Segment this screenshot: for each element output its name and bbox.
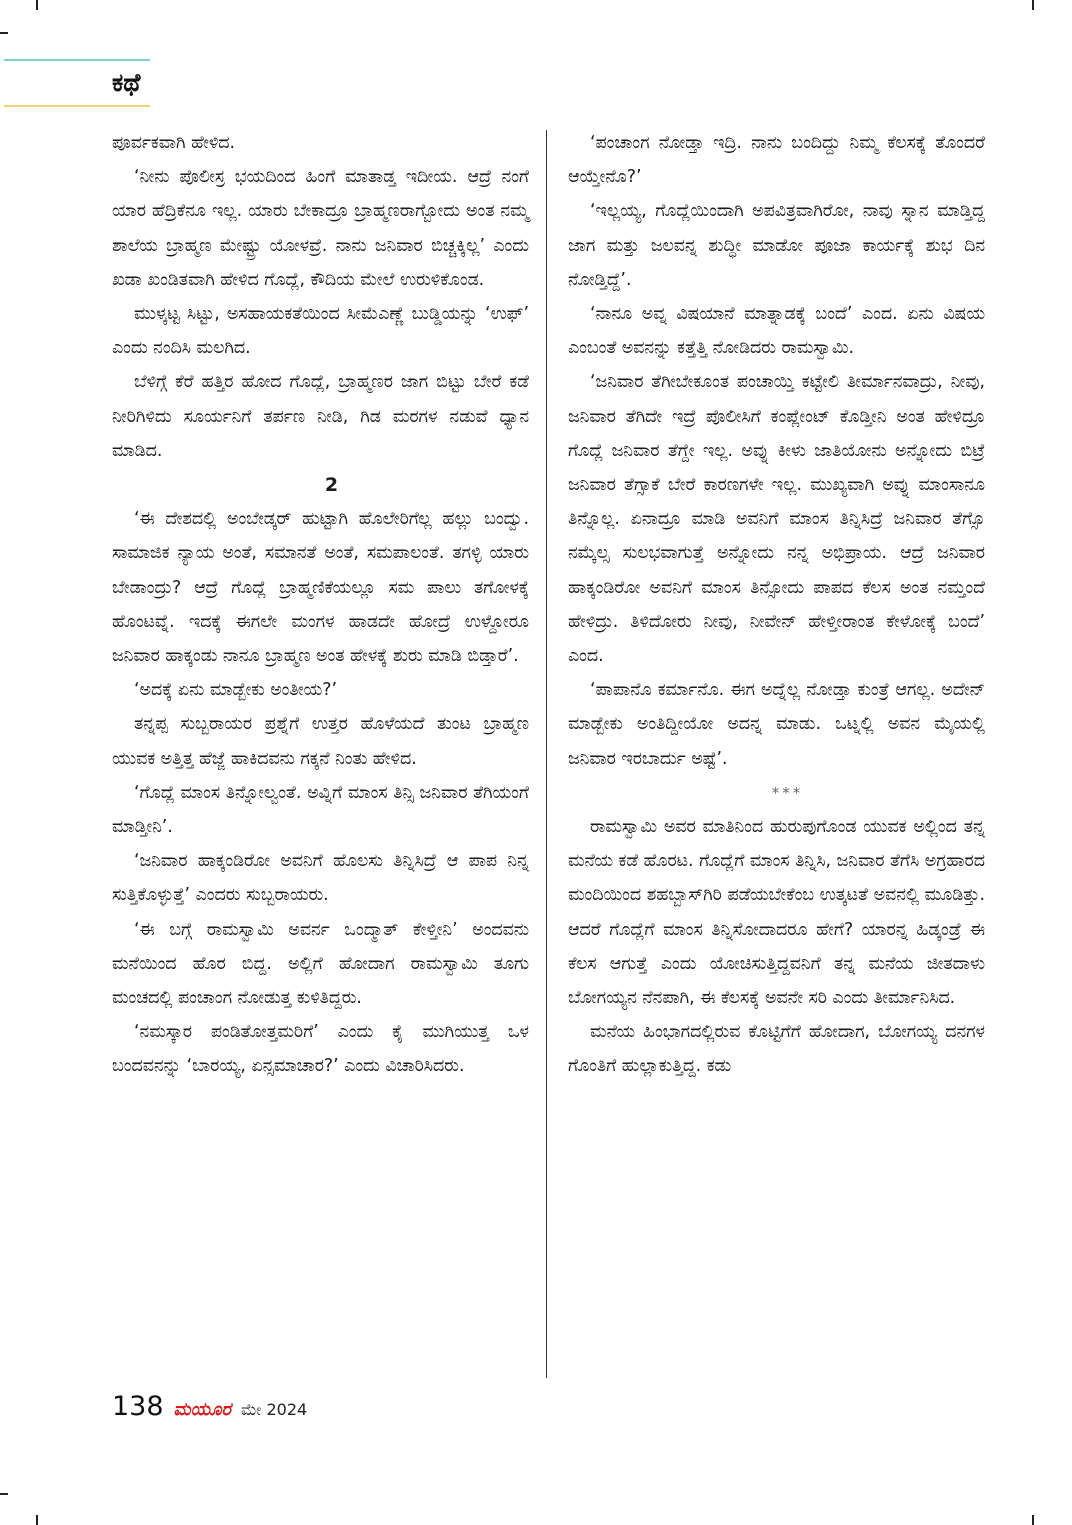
page-number: 138 bbox=[112, 1391, 164, 1422]
page-footer bbox=[112, 1391, 307, 1422]
paragraph: ಮನೆಯ ಹಿಂಭಾಗದಲ್ಲಿರುವ ಕೊಟ್ಟಿಗೆಗೆ ಹೋದಾಗ, ಬೋಗಯ್ಯ ದನಗಳ ಗೊಂತಿಗೆ ಹುಲ್ಲಾಕುತ್ತಿದ್ದ. ಕಡು bbox=[568, 1022, 985, 1077]
header-rule-bottom bbox=[4, 105, 150, 107]
right-column bbox=[568, 126, 985, 1084]
paragraph: ರಾಮಸ್ವಾಮಿ ಅವರ ಮಾತಿನಿಂದ ಹುರುಪುಗೊಂಡ ಯುವಕ ಅಲ್ಲಿಂದ ತನ್ನ ಮನೆಯ ಕಡೆ ಹೊರಟ. ಗೊದ್ಲೆಗೆ ಮಾಂಸ ತಿನ್ನಿಸಿ, ಜನಿವಾರ ತೆಗೆಸಿ ಅಗ್ರಹಾರದ ಮಂದಿಯಿಂದ ಶಹಬ್ಬಾಸ್‌ಗಿರಿ ಪಡೆಯಬೇಕೆಂಬ ಉತ್ಕಟತೆ ಅವನಲ್ಲಿ ಮೂಡಿತ್ತು. ಆದರೆ ಗೊದ್ಲೆಗೆ ಮಾಂಸ ತಿನ್ನಿಸೋದಾದರೂ ಹೇಗೆ? ಯಾರನ್ನ ಹಿಡ್ಕಂಡ್ರೆ ಈ ಕೆಲಸ ಆಗುತ್ತೆ ಎಂದು ಯೋಚಿಸುತ್ತಿದ್ದವನಿಗೆ ತನ್ನ ಮನೆಯ ಜೀತದಾಳು ಬೋಗಯ್ಯನ ನೆನಪಾಗಿ, ಈ ಕೆಲಸಕ್ಕೆ ಅವನೇ ಸರಿ ಎಂದು ತೀರ್ಮಾನಿಸಿದ. bbox=[568, 817, 985, 1009]
crop-mark bbox=[36, 1515, 38, 1525]
issue-date: ಮೇ 2024 bbox=[240, 1400, 308, 1419]
crop-mark bbox=[1032, 0, 1034, 10]
section-label: ಕಥೆ bbox=[112, 68, 141, 97]
paragraph: ‘ನೀನು ಪೊಲೀಸ್ರ ಭಯದಿಂದ ಹಿಂಗೆ ಮಾತಾಡ್ತ ಇದೀಯ. ಆದ್ರೆ ನಂಗೆ ಯಾರ ಹೆದ್ರಿಕೆನೂ ಇಲ್ಲ. ಯಾರು ಬೇಕಾದ್ರೂ ಬ್ರಾಹ್ಮಣರಾಗ್ಬೋದು ಅಂತ ನಮ್ಮ ಶಾಲೆಯ ಬ್ರಾಹ್ಮಣ ಮೇಷ್ಟ್ರು ಯೋಳವ್ರೆ. ನಾನು ಜನಿವಾರ ಬಿಚ್ಚಕ್ಕಿಲ್ಲ’ ಎಂದು ಖಡಾ ಖಂಡಿತವಾಗಿ ಹೇಳಿದ ಗೊದ್ಲೆ, ಕೌದಿಯ ಮೇಲೆ ಉರುಳಿಕೊಂಡ. bbox=[112, 167, 529, 290]
crop-mark bbox=[1032, 1515, 1034, 1525]
header-rule-top bbox=[4, 59, 150, 61]
paragraph: ‘ಜನಿವಾರ ಹಾಕ್ಕಂಡಿರೋ ಅವನಿಗೆ ಹೊಲಸು ತಿನ್ನಿಸಿದ್ರೆ ಆ ಪಾಪ ನಿನ್ನ ಸುತ್ತಿಕೊಳ್ಳುತ್ತೆ’ ಎಂದರು ಸುಬ್ಬರಾಯರು. bbox=[112, 851, 529, 906]
paragraph: ‘ಈ ದೇಶದಲ್ಲಿ ಅಂಬೇಡ್ಕರ್ ಹುಟ್ಟಾಗಿ ಹೊಲೇರಿಗೆಲ್ಲ ಹಲ್ಲು ಬಂದ್ವು. ಸಾಮಾಜಿಕ ನ್ಯಾಯ ಅಂತೆ, ಸಮಾನತೆ ಅಂತೆ, ಸಮಪಾಲಂತೆ. ತಗಳ್ಳಿ ಯಾರು ಬೇಡಾಂದ್ರು? ಆದ್ರೆ ಗೊದ್ಲೆ ಬ್ರಾಹ್ಮಣಿಕೆಯಲ್ಲೂ ಸಮ ಪಾಲು ತಗೋಳಕ್ಕೆ ಹೊಂಟವ್ನೆ. ಇದಕ್ಕೆ ಈಗಲೇ ಮಂಗಳ ಹಾಡದೇ ಹೋದ್ರೆ ಉಳ್ದೋರೂ ಜನಿವಾರ ಹಾಕ್ಕಂಡು ನಾನೂ ಬ್ರಾಹ್ಮಣ ಅಂತ ಹೇಳಕ್ಕೆ ಶುರು ಮಾಡಿ ಬಿಡ್ತಾರೆ’. bbox=[112, 509, 529, 667]
paragraph: ‘ನಮಸ್ಕಾರ ಪಂಡಿತೋತ್ತಮರಿಗೆ’ ಎಂದು ಕೈ ಮುಗಿಯುತ್ತ ಒಳ ಬಂದವನನ್ನು ‘ಬಾರಯ್ಯ, ಏನ್ಸಮಾಚಾರ?’ ಎಂದು ವಿಚಾರಿಸಿದರು. bbox=[112, 1022, 529, 1077]
paragraph: ‘ನಾನೂ ಅವ್ನ ವಿಷಯಾನೆ ಮಾತ್ನಾಡಕ್ಕೆ ಬಂದೆ’ ಎಂದ. ಏನು ವಿಷಯ ಎಂಬಂತೆ ಅವನನ್ನು ಕತ್ತೆತ್ತಿ ನೋಡಿದರು ರಾಮಸ್ವಾಮಿ. bbox=[568, 304, 985, 359]
section-number: 2 bbox=[324, 474, 339, 497]
paragraph: ‘ಪಂಚಾಂಗ ನೋಡ್ತಾ ಇದ್ರಿ. ನಾನು ಬಂದಿದ್ದು ನಿಮ್ಮ ಕೆಲಸಕ್ಕೆ ತೊಂದರೆ ಆಯ್ತೇನೊ?’ bbox=[568, 133, 985, 188]
magazine-logo: ಮಯೂರ bbox=[173, 1399, 231, 1420]
paragraph: ಪೂರ್ವಕವಾಗಿ ಹೇಳಿದ. bbox=[112, 133, 236, 153]
paragraph: ‘ಜನಿವಾರ ತೆಗೀಬೇಕೂಂತ ಪಂಚಾಯ್ತಿ ಕಟ್ಟೇಲಿ ತೀರ್ಮಾನವಾದ್ರು, ನೀವು, ಜನಿವಾರ ತೆಗಿದೇ ಇದ್ರೆ ಪೊಲೀಸಿಗೆ ಕಂಪ್ಲೇಂಟ್ ಕೊಡ್ತೀನಿ ಅಂತ ಹೇಳಿದ್ರೂ ಗೊದ್ಲೆ ಜನಿವಾರ ತೆಗ್ದೇ ಇಲ್ಲ. ಅವ್ನು ಕೀಳು ಜಾತಿಯೋನು ಅನ್ನೋದು ಬಿಟ್ರೆ ಜನಿವಾರ ತೆಗ್ಸಾಕೆ ಬೇರೆ ಕಾರಣಗಳೇ ಇಲ್ಲ. ಮುಖ್ಯವಾಗಿ ಅವ್ನು ಮಾಂಸಾನೂ ತಿನ್ನೊಲ್ಲ. ಏನಾದ್ರೂ ಮಾಡಿ ಅವನಿಗೆ ಮಾಂಸ ತಿನ್ನಿಸಿದ್ರೆ ಜನಿವಾರ ತೆಗ್ಸೊ ನಮ್ಕೆಲ್ಸ ಸುಲಭವಾಗುತ್ತೆ ಅನ್ನೋದು ನನ್ನ ಅಭಿಪ್ರಾಯ. ಆದ್ರೆ ಜನಿವಾರ ಹಾಕ್ಕಂಡಿರೋ ಅವನಿಗೆ ಮಾಂಸ ತಿನ್ಸೋದು ಪಾಪದ ಕೆಲಸ ಅಂತ ನಮ್ತಂದೆ ಹೇಳಿದ್ರು. ತಿಳಿದೋರು ನೀವು, ನೀವೇನ್ ಹೇಳ್ತೀರಾಂತ ಕೇಳೋಕ್ಕೆ ಬಂದೆ’ ಎಂದ. bbox=[568, 372, 985, 667]
paragraph: ಬೆಳಿಗ್ಗೆ ಕೆರೆ ಹತ್ತಿರ ಹೋದ ಗೊದ್ಲೆ, ಬ್ರಾಹ್ಮಣರ ಜಾಗ ಬಿಟ್ಟು ಬೇರೆ ಕಡೆ ನೀರಿಗಿಳಿದು ಸೂರ್ಯನಿಗೆ ತರ್ಪಣ ನೀಡಿ, ಗಿಡ ಮರಗಳ ನಡುವೆ ಧ್ಯಾನ ಮಾಡಿದ. bbox=[112, 372, 529, 461]
crop-mark bbox=[36, 0, 38, 10]
paragraph: ತನ್ನಪ್ಪ ಸುಬ್ಬರಾಯರ ಪ್ರಶ್ನೆಗೆ ಉತ್ತರ ಹೊಳೆಯದೆ ತುಂಟ ಬ್ರಾಹ್ಮಣ ಯುವಕ ಅತ್ತಿತ್ತ ಹೆಜ್ಜೆ ಹಾಕಿದವನು ಗಕ್ಕನೆ ನಿಂತು ಹೇಳಿದ. bbox=[112, 714, 529, 769]
paragraph: ‘ಈ ಬಗ್ಗೆ ರಾಮಸ್ವಾಮಿ ಅವರ್ನ ಒಂದ್ಮಾತ್ ಕೇಳ್ತೀನಿ’ ಅಂದವನು ಮನೆಯಿಂದ ಹೊರ ಬಿದ್ದ. ಅಲ್ಲಿಗೆ ಹೋದಾಗ ರಾಮಸ್ವಾಮಿ ತೂಗು ಮಂಚದಲ್ಲಿ ಪಂಚಾಂಗ ನೋಡುತ್ತ ಕುಳಿತಿದ್ದರು. bbox=[112, 919, 529, 1009]
crop-mark bbox=[0, 1493, 8, 1495]
scene-separator: *** bbox=[771, 783, 804, 802]
paragraph: ‘ಗೊದ್ಲೆ ಮಾಂಸ ತಿನ್ನೋಲ್ವಂತೆ. ಅವ್ನಿಗೆ ಮಾಂಸ ತಿನ್ಸಿ ಜನಿವಾರ ತೆಗಿಯಂಗೆ ಮಾಡ್ತೀನಿ’. bbox=[112, 782, 529, 838]
left-column bbox=[112, 126, 529, 1084]
paragraph: ‘ಪಾಪಾನೊ ಕರ್ಮಾನೊ. ಈಗ ಅದ್ನೆಲ್ಲ ನೋಡ್ತಾ ಕುಂತ್ರೆ ಆಗಲ್ಲ. ಅದೇನ್ ಮಾಡ್ಬೇಕು ಅಂತಿದ್ದೀಯೋ ಅದನ್ನ ಮಾಡು. ಒಟ್ನಲ್ಲಿ ಅವನ ಮೈಯಲ್ಲಿ ಜನಿವಾರ ಇರಬಾರ್ದು ಅಷ್ಟೆ’. bbox=[568, 680, 985, 769]
paragraph: ಮುಳ್ಕಟ್ಟ ಸಿಟ್ಟು, ಅಸಹಾಯಕತೆಯಿಂದ ಸೀಮೆಎಣ್ಣೆ ಬುಡ್ಡಿಯನ್ನು ‘ಉಫ್’ ಎಂದು ನಂದಿಸಿ ಮಲಗಿದ. bbox=[112, 304, 529, 359]
crop-mark bbox=[0, 32, 8, 34]
paragraph: ‘ಇಲ್ಲಯ್ಯ, ಗೊದ್ಲೆಯಿಂದಾಗಿ ಅಪವಿತ್ರವಾಗಿರೋ, ನಾವು ಸ್ನಾನ ಮಾಡ್ತಿದ್ದ ಜಾಗ ಮತ್ತು ಜಲವನ್ನ ಶುದ್ಧೀ ಮಾಡೋ ಪೂಜಾ ಕಾರ್ಯಕ್ಕೆ ಶುಭ ದಿನ ನೋಡ್ತಿದ್ದೆ’. bbox=[568, 201, 985, 290]
column-divider bbox=[546, 130, 547, 1378]
paragraph: ‘ಅದಕ್ಕೆ ಏನು ಮಾಡ್ಬೇಕು ಅಂತೀಯ?’ bbox=[134, 680, 337, 701]
